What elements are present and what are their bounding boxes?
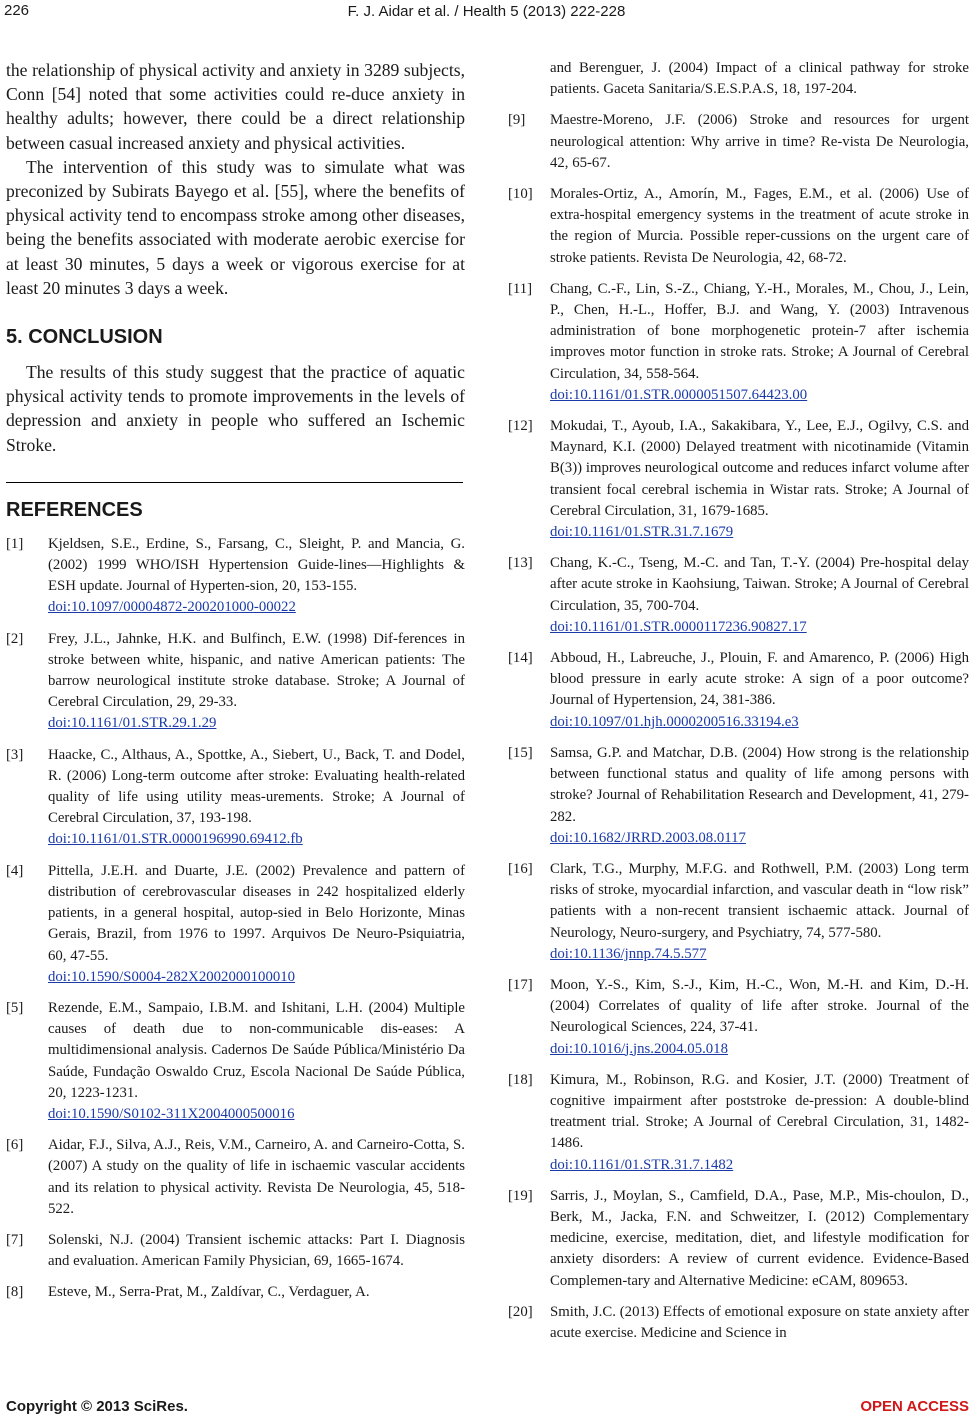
reference-number: [8]	[6, 1284, 24, 1301]
reference-text	[48, 998, 465, 1125]
reference-item	[6, 745, 465, 851]
reference-item	[508, 553, 969, 638]
reference-text	[550, 1186, 969, 1292]
reference-number: [9]	[508, 112, 526, 129]
reference-text	[48, 1135, 465, 1220]
reference-number: [5]	[6, 999, 24, 1016]
reference-citation: Solenski, N.J. (2004) Transient ischemic attacks: Part I. Diagnosis and evaluation. American Family Physician, 69, 1665-1674.	[48, 1231, 465, 1270]
reference-continuation: and Berenguer, J. (2004) Impact of a clinical pathway for stroke patients. Gaceta Sanitaria/S.E.S.P.A.S, 18, 197-204.	[550, 60, 969, 98]
reference-item	[508, 184, 969, 269]
reference-number: [19]	[508, 1187, 533, 1204]
reference-text	[48, 629, 465, 735]
reference-number: [10]	[508, 186, 533, 203]
doi-link[interactable]: doi:10.1161/01.STR.31.7.1482	[550, 1156, 734, 1173]
reference-text	[550, 743, 969, 849]
reference-text	[550, 553, 969, 638]
reference-citation: Aidar, F.J., Silva, A.J., Reis, V.M., Carneiro, A. and Carneiro-Cotta, S. (2007) A study on the quality of life in ischaemic vascular accidents and its relation to physical activity. Revista De Neurologia, 45, 518-522.	[48, 1137, 465, 1217]
reference-item	[508, 416, 969, 543]
doi-link[interactable]: doi:10.1161/01.STR.31.7.1679	[550, 524, 734, 541]
reference-text	[550, 416, 969, 543]
reference-citation: Rezende, E.M., Sampaio, I.B.M. and Ishitani, L.H. (2004) Multiple causes of death due to non-communicable dis-eases: A multidimensional analysis. Cadernos De Saúde Pública/Ministério Da Saúde, Fundação Oswaldo Cruz, Escola Nacional De Saúde Pública, 20, 1223-1231.	[48, 999, 465, 1101]
doi-link[interactable]: doi:10.1136/jnnp.74.5.577	[550, 945, 707, 962]
reference-item	[6, 1282, 465, 1303]
doi-link[interactable]: doi:10.1097/01.hjh.0000200516.33194.e3	[550, 713, 799, 730]
reference-item	[508, 1186, 969, 1292]
reference-text	[550, 1070, 969, 1176]
reference-number: [17]	[508, 976, 533, 993]
reference-number: [13]	[508, 555, 533, 572]
left-column	[6, 58, 465, 1314]
reference-text	[48, 534, 465, 619]
reference-text	[48, 745, 465, 851]
reference-citation: Samsa, G.P. and Matchar, D.B. (2004) How strong is the relationship between functional status and quality of life among persons with stroke? Journal of Rehabilitation Research and Development, 41, 279-282.	[550, 744, 969, 825]
reference-number: [20]	[508, 1303, 533, 1320]
reference-citation: Chang, K.-C., Tseng, M.-C. and Tan, T.-Y. (2004) Pre-hospital delay after acute stroke in Kaohsiung, Taiwan. Stroke; A Journal of Cerebral Circulation, 35, 700-704.	[550, 555, 969, 614]
reference-text	[550, 110, 969, 174]
open-access-label: OPEN ACCESS	[860, 1398, 969, 1415]
section-divider	[6, 482, 463, 483]
reference-citation: Sarris, J., Moylan, S., Camfield, D.A., Pase, M.P., Mis-choulon, D., Berk, M., Jacka, F.N. and Schweitzer, I. (2012) Complementary medicine, exercise, meditation, diet, and lifestyle modification for anxiety disorders: A review of current evidence. Evidence-Based Complemen-tary and Alternative Medicine: eCAM, 809653.	[550, 1187, 969, 1289]
reference-number: [14]	[508, 650, 533, 667]
reference-number: [1]	[6, 535, 24, 552]
reference-text	[48, 1282, 465, 1303]
page-number: 226	[4, 2, 30, 19]
reference-text	[550, 859, 969, 965]
reference-number: [16]	[508, 860, 533, 877]
reference-item	[508, 975, 969, 1060]
reference-number: [3]	[6, 746, 24, 763]
reference-citation: Esteve, M., Serra-Prat, M., Zaldívar, C., Verdaguer, A.	[48, 1284, 370, 1301]
conclusion-paragraph: The results of this study suggest that the practice of aquatic physical activity tends to promote improvements in the levels of depression and anxiety in people who suffered an Ischemic Stroke.	[6, 362, 465, 455]
reference-citation: Smith, J.C. (2013) Effects of emotional exposure on state anxiety after acute exercise. Medicine and Science in	[550, 1303, 969, 1341]
reference-citation: Kimura, M., Robinson, R.G. and Kosier, J.T. (2000) Treatment of cognitive impairment after poststroke de-pression: A double-blind treatment trial. Stroke; A Journal of Cerebral Circulation, 31, 1482-1486.	[550, 1071, 969, 1152]
reference-item	[6, 629, 465, 735]
reference-number: [15]	[508, 744, 533, 761]
conclusion-heading: 5. CONCLUSION	[6, 326, 163, 349]
doi-link[interactable]: doi:10.1161/01.STR.0000196990.69412.fb	[48, 831, 303, 848]
reference-item	[508, 1070, 969, 1176]
doi-link[interactable]: doi:10.1016/j.jns.2004.05.018	[550, 1040, 728, 1057]
reference-citation: Moon, Y.-S., Kim, S.-J., Kim, H.-C., Won, M.-H. and Kim, D.-H. (2004) Correlates of quality of life after stroke. Journal of the Neurological Sciences, 224, 37-41.	[550, 976, 969, 1036]
doi-link[interactable]: doi:10.1097/00004872-200201000-00022	[48, 599, 296, 616]
reference-citation: Clark, T.G., Murphy, M.F.G. and Rothwell, P.M. (2003) Long term risks of stroke, myocardial infarction, and vascular death in “low risk” patients with a non-recent transient ischaemic attack. Journal of Neurology, Neuro-surgery, and Psychiatry, 74, 577-580.	[550, 860, 969, 941]
references-heading: REFERENCES	[6, 498, 143, 521]
doi-link[interactable]: doi:10.1161/01.STR.29.1.29	[48, 715, 217, 732]
reference-citation: Abboud, H., Labreuche, J., Plouin, F. and Amarenco, P. (2006) High blood pressure in early acute stroke: A sign of a poor outcome? Journal of Hypertension, 24, 381-386.	[550, 650, 969, 709]
reference-text	[48, 1230, 465, 1272]
doi-link[interactable]: doi:10.1590/S0004-282X2002000100010	[48, 968, 296, 985]
reference-item	[6, 861, 465, 988]
reference-citation: Haacke, C., Althaus, A., Spottke, A., Siebert, U., Back, T. and Dodel, R. (2006) Long-term outcome after stroke: Evaluating health-related quality of life using utility meas-urements. Stroke; A Journal of Cerebral Circulation, 37, 193-198.	[48, 746, 465, 827]
reference-item	[508, 743, 969, 849]
reference-citation: Chang, C.-F., Lin, S.-Z., Chiang, Y.-H., Morales, M., Chou, J., Lein, P., Chen, H.-L., Hoffer, B.J. and Wang, Y. (2003) Intravenous administration of bone morphogenetic protein-7 after ischemia improves motor function in stroke rats. Stroke; A Journal of Cerebral Circulation, 34, 558-564.	[550, 280, 969, 382]
reference-list-right	[508, 110, 969, 1344]
reference-number: [11]	[508, 280, 533, 297]
reference-citation: Maestre-Moreno, J.F. (2006) Stroke and resources for urgent neurological attention: Why arrive in time? Re-vista De Neurologia, 42, 65-67.	[550, 112, 969, 171]
reference-number: [7]	[6, 1231, 24, 1248]
reference-text	[550, 1302, 969, 1344]
reference-item	[508, 279, 969, 406]
reference-citation: Mokudai, T., Ayoub, I.A., Sakakibara, Y., Lee, E.J., Ogilvy, C.S. and Maynard, K.I. (2000) Delayed treatment with nicotinamide (Vitamin B(3)) improves neurological outcome and reduces infarct volume after transient focal cerebral ischemia in Wistar rats. Stroke; A Journal of Cerebral Circulation, 31, 1679-1685.	[550, 418, 969, 519]
reference-list-left	[6, 534, 465, 1304]
reference-item	[508, 859, 969, 965]
reference-item	[508, 1302, 969, 1344]
reference-text	[550, 184, 969, 269]
reference-item	[508, 648, 969, 733]
reference-citation: Morales-Ortiz, A., Amorín, M., Fages, E.M., et al. (2006) Use of extra-hospital emergency systems in the treatment of acute stroke in the region of Murcia. Possible reper-cussions on the urgent care of stroke patients. Revista De Neurologia, 42, 68-72.	[550, 186, 969, 266]
reference-item	[6, 998, 465, 1125]
reference-citation: Kjeldsen, S.E., Erdine, S., Farsang, C., Sleight, P. and Mancia, G. (2002) 1999 WHO/ISH Hypertension Guide-lines—Highlights & ESH update. Journal of Hyperten-sion, 20, 153-155.	[48, 535, 465, 595]
reference-item	[6, 1135, 465, 1220]
reference-item	[508, 110, 969, 174]
reference-text	[48, 861, 465, 988]
reference-text	[550, 975, 969, 1060]
doi-link[interactable]: doi:10.1590/S0102-311X2004000500016	[48, 1105, 295, 1122]
doi-link[interactable]: doi:10.1682/JRRD.2003.08.0117	[550, 829, 746, 846]
doi-link[interactable]: doi:10.1161/01.STR.0000117236.90827.17	[550, 618, 807, 635]
doi-link[interactable]: doi:10.1161/01.STR.0000051507.64423.00	[550, 386, 808, 403]
reference-item	[6, 1230, 465, 1272]
body-paragraph: the relationship of physical activity and anxiety in 3289 subjects, Conn [54] noted that some activities could re-duce anxiety in healthy adults; however, there could be a direct relationship between casual increased anxiety and physical activities.	[6, 60, 465, 153]
reference-number: [18]	[508, 1071, 533, 1088]
reference-number: [2]	[6, 630, 24, 647]
running-title: F. J. Aidar et al. / Health 5 (2013) 222-228	[347, 3, 626, 20]
reference-text	[550, 279, 969, 406]
reference-number: [4]	[6, 862, 24, 879]
body-paragraph: The intervention of this study was to simulate what was preconized by Subirats Bayego et al. [55], where the benefits of physical activity tend to encompass stroke among other diseases, being the benefits associated with moderate aerobic exercise for at least 30 minutes, 5 days a week or vigorous exercise for at least 20 minutes 3 days a week.	[6, 156, 465, 298]
right-column	[508, 58, 969, 1354]
reference-text	[550, 648, 969, 733]
copyright-notice: Copyright © 2013 SciRes.	[6, 1398, 188, 1415]
reference-citation: Pittella, J.E.H. and Duarte, J.E. (2002) Prevalence and pattern of distribution of cerebrovascular diseases in 242 hospitalized elderly patients, in a general hospital, autop-sied in Belo Horizonte, Minas Gerais, Brazil, from 1976 to 1997. Arquivos De Neuro-Psiquiatria, 60, 47-55.	[48, 862, 465, 964]
reference-citation: Frey, J.L., Jahnke, H.K. and Bulfinch, E.W. (1998) Dif-ferences in stroke between white, hispanic, and native American patients: The barrow neurological institute stroke database. Stroke; A Journal of Cerebral Circulation, 29, 29-33.	[48, 630, 465, 711]
reference-item	[6, 534, 465, 619]
reference-number: [12]	[508, 418, 533, 435]
reference-number: [6]	[6, 1137, 24, 1154]
